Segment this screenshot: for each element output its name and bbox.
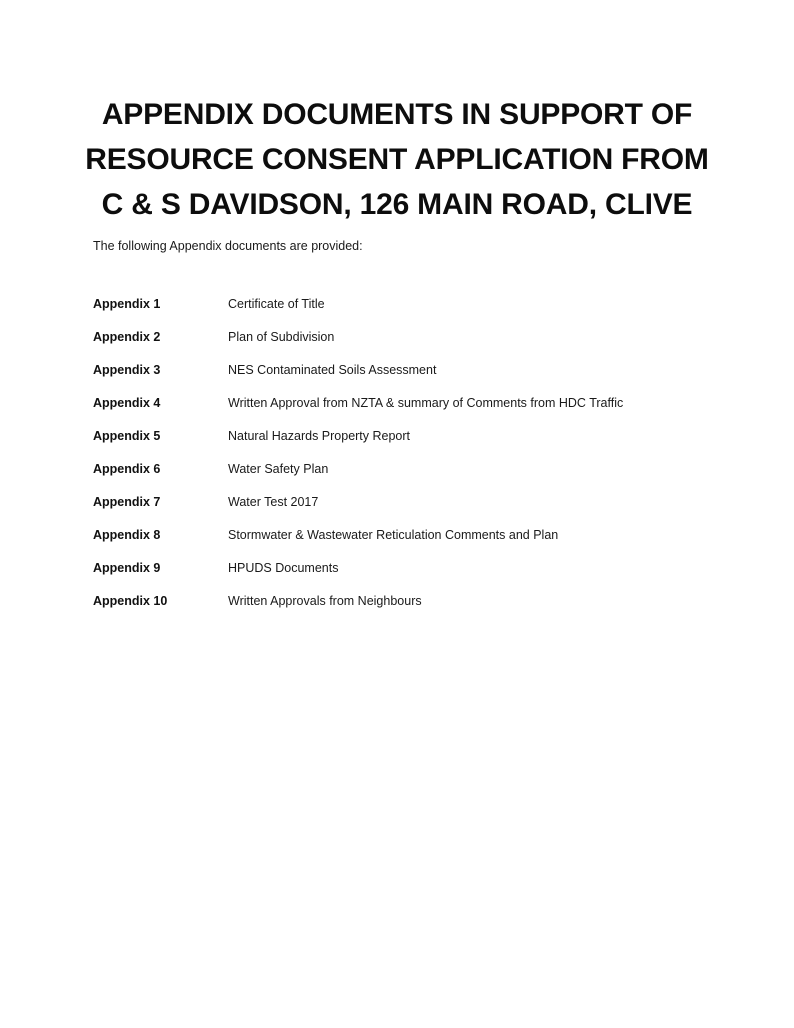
appendix-row-9 [93, 560, 713, 593]
title-line-1: APPENDIX DOCUMENTS IN SUPPORT OF [101, 98, 693, 131]
appendix-label: Appendix 3 [93, 363, 161, 377]
appendix-row-10 [93, 593, 713, 626]
appendix-row-8 [93, 527, 713, 560]
appendix-description: NES Contaminated Soils Assessment [228, 363, 437, 377]
appendix-row-2 [93, 329, 713, 362]
appendix-label: Appendix 4 [93, 396, 161, 410]
appendix-row-7 [93, 494, 713, 527]
appendix-label: Appendix 7 [93, 495, 161, 509]
appendix-label: Appendix 6 [93, 462, 161, 476]
appendix-label: Appendix 9 [93, 561, 161, 575]
appendix-description: Stormwater & Wastewater Reticulation Comments and Plan [228, 528, 559, 542]
appendix-description: Written Approvals from Neighbours [228, 594, 422, 608]
appendix-description: Written Approval from NZTA & summary of Comments from HDC Traffic [228, 396, 624, 410]
appendix-row-3 [93, 362, 713, 395]
appendix-description: Water Safety Plan [228, 462, 329, 476]
appendix-row-4 [93, 395, 713, 428]
appendix-description: Water Test 2017 [228, 495, 319, 509]
appendix-description: HPUDS Documents [228, 561, 339, 575]
appendix-row-1 [93, 296, 713, 329]
appendix-label: Appendix 5 [93, 429, 161, 443]
appendix-description: Certificate of Title [228, 297, 325, 311]
title-line-2: RESOURCE CONSENT APPLICATION FROM [85, 143, 709, 176]
title-line-3: C & S DAVIDSON, 126 MAIN ROAD, CLIVE [101, 188, 693, 221]
appendix-label: Appendix 8 [93, 528, 161, 542]
appendix-label: Appendix 1 [93, 297, 161, 311]
appendix-row-6 [93, 461, 713, 494]
appendix-list [93, 296, 713, 626]
appendix-description: Plan of Subdivision [228, 330, 335, 344]
appendix-description: Natural Hazards Property Report [228, 429, 411, 443]
appendix-row-5 [93, 428, 713, 461]
document-title [60, 92, 734, 227]
appendix-label: Appendix 10 [93, 594, 168, 608]
intro-text: The following Appendix documents are provided: [93, 239, 363, 253]
appendix-label: Appendix 2 [93, 330, 161, 344]
